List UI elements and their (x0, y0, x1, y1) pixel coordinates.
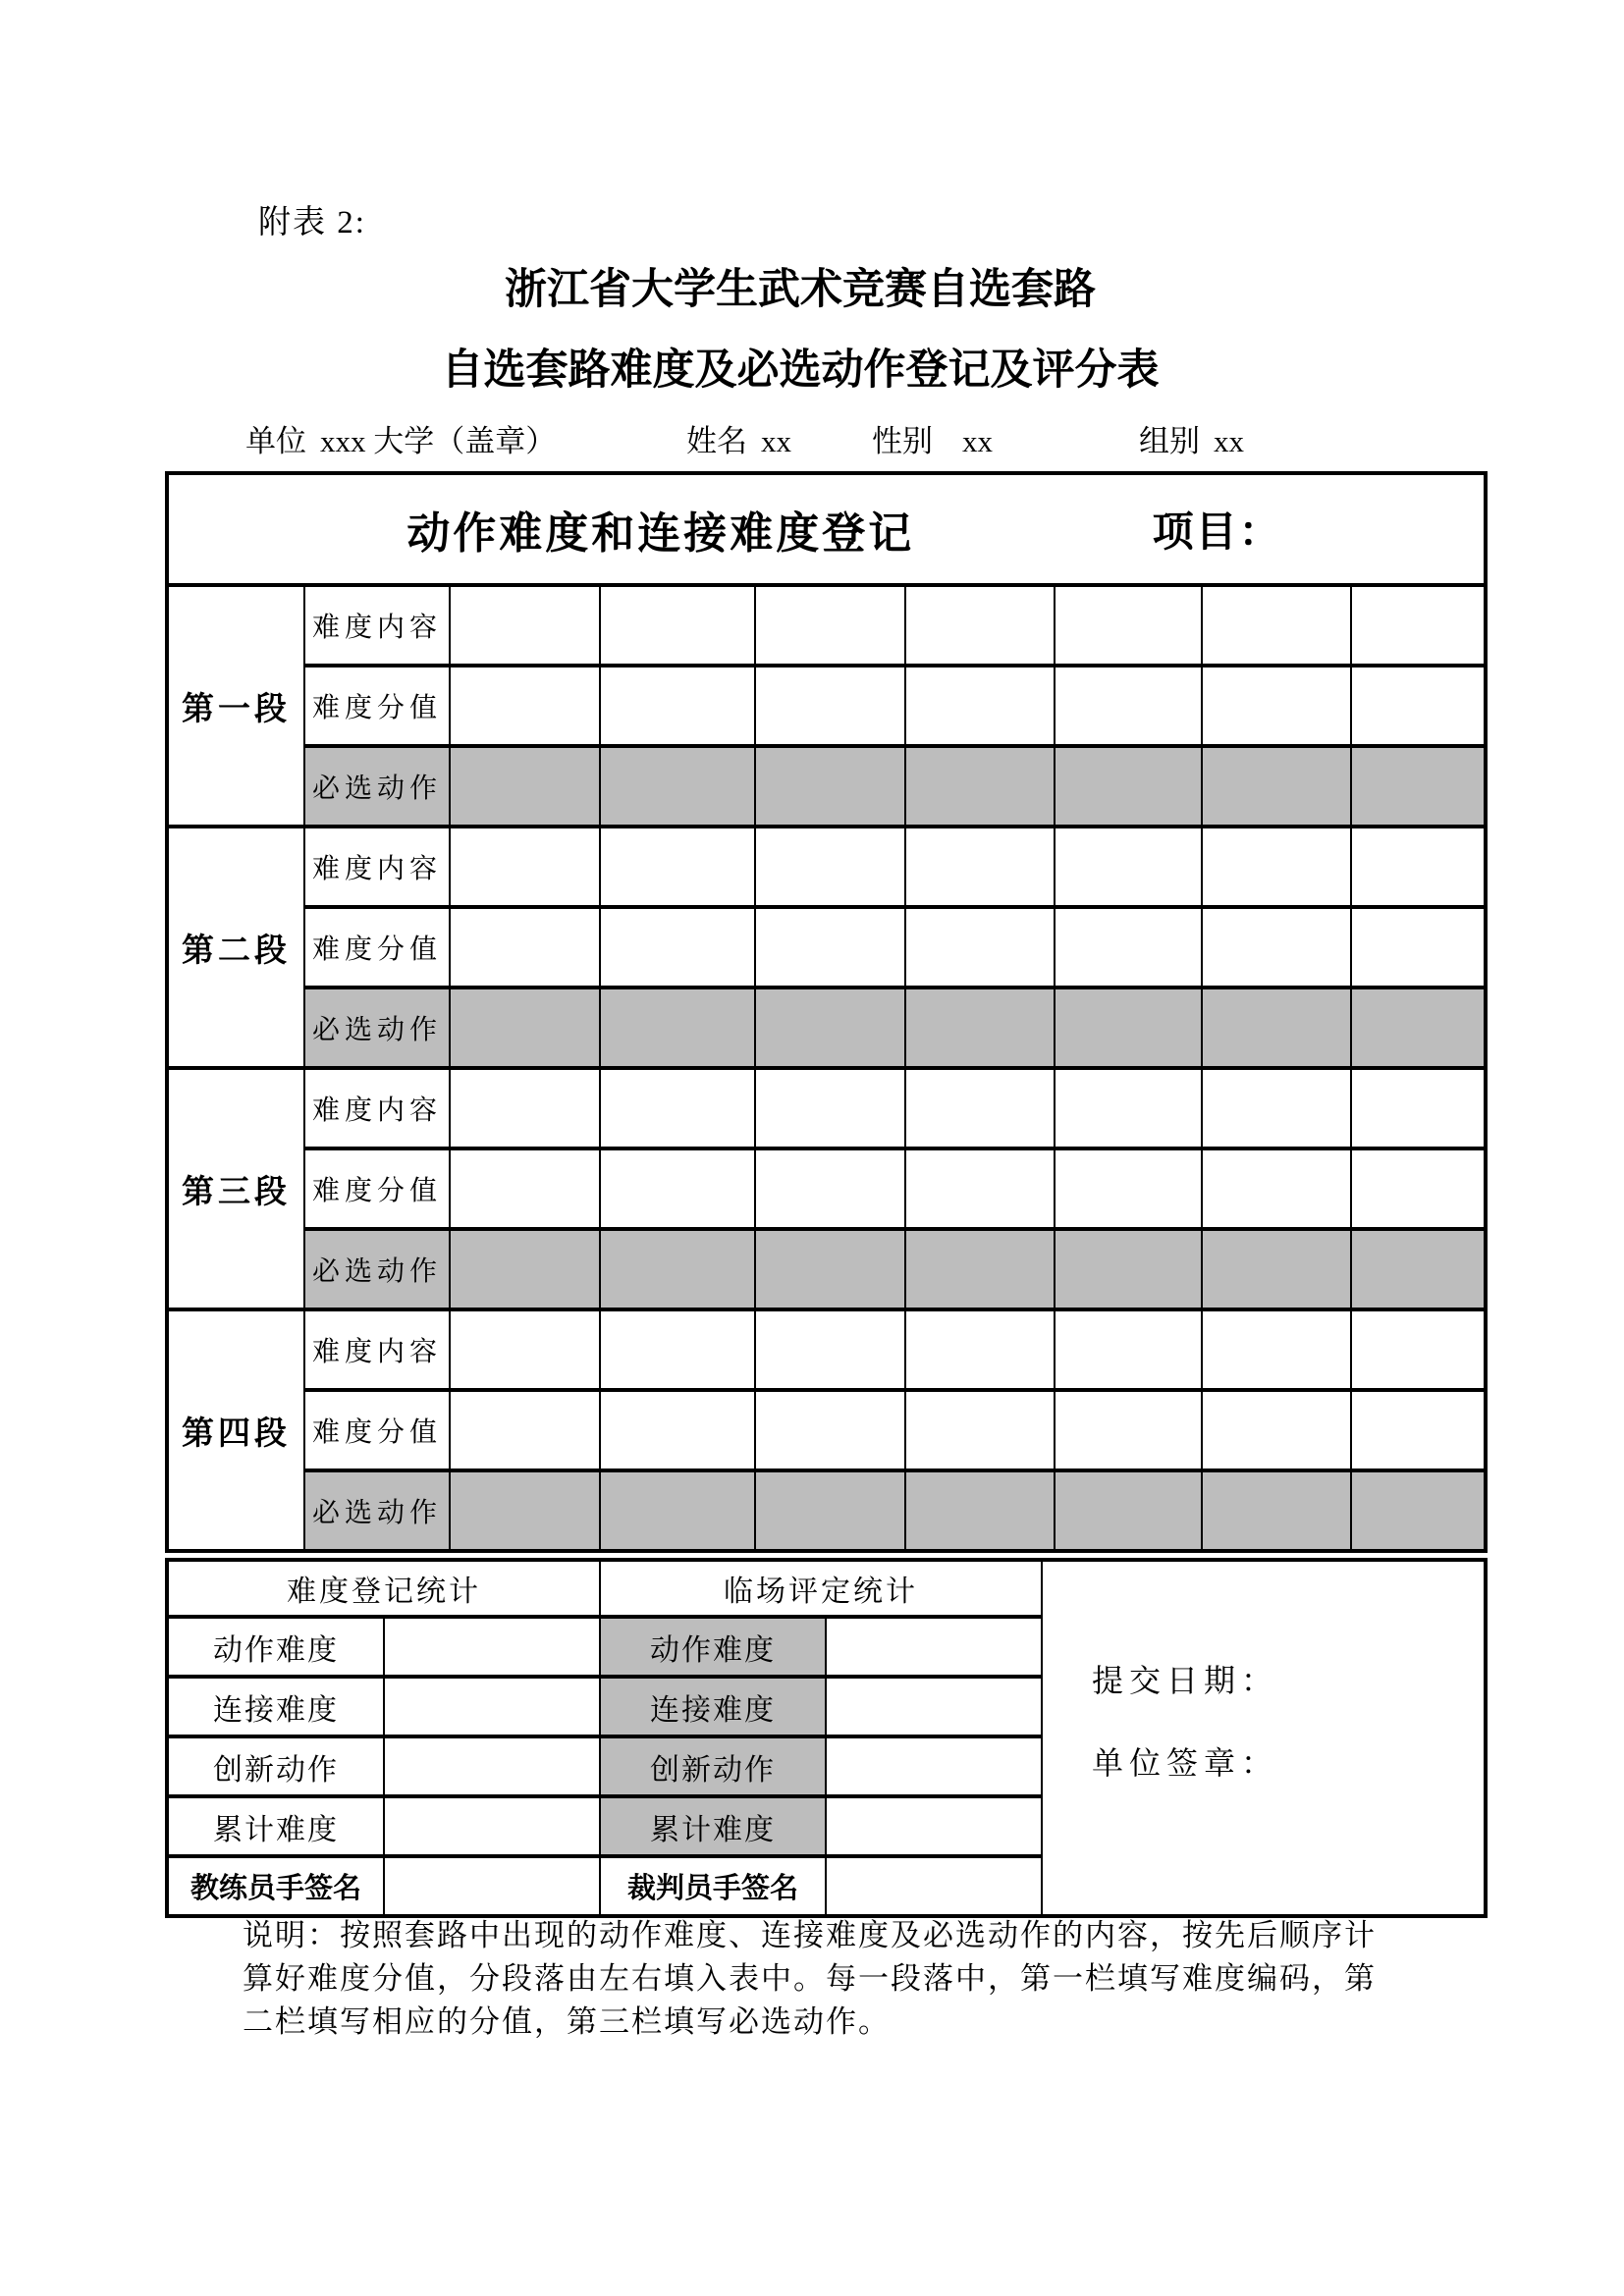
data-cell (905, 585, 1055, 666)
data-cell-shaded (600, 1229, 755, 1309)
data-cell (600, 585, 755, 666)
data-cell-shaded (1055, 1229, 1202, 1309)
data-cell (905, 907, 1055, 988)
instructions-note (243, 1914, 1431, 2044)
gender-value: xx (962, 424, 993, 458)
coach-signature-label: 教练员手签名 (167, 1856, 384, 1916)
data-cell-shaded (450, 988, 600, 1068)
data-cell (755, 1148, 905, 1229)
stat-label-right: 累计难度 (600, 1796, 826, 1856)
data-cell (1202, 827, 1351, 907)
stat-value-cell (826, 1736, 1042, 1796)
data-cell-shaded (1351, 1470, 1486, 1551)
registration-stats-header: 难度登记统计 (167, 1560, 600, 1617)
info-bar (0, 416, 1624, 459)
data-cell (600, 1068, 755, 1148)
form-subtitle: 自选套路难度及必选动作登记及评分表 (441, 347, 1160, 394)
data-cell-shaded (1202, 1229, 1351, 1309)
stat-value-cell (384, 1856, 600, 1916)
data-cell-shaded (1351, 1229, 1486, 1309)
data-cell (905, 1148, 1055, 1229)
section-4-content-row (167, 1309, 1486, 1390)
data-cell-shaded (905, 988, 1055, 1068)
name-field (686, 416, 791, 460)
data-cell (1202, 1390, 1351, 1470)
data-cell (450, 827, 600, 907)
section-2-score-row (167, 907, 1486, 988)
data-cell (1351, 1309, 1486, 1390)
data-cell-shaded (1351, 988, 1486, 1068)
stat-label-left: 动作难度 (167, 1617, 384, 1677)
stat-value-cell (826, 1617, 1042, 1677)
data-cell (1055, 1309, 1202, 1390)
gender-label: 性别 (872, 424, 933, 458)
gender-field (872, 416, 993, 460)
data-cell (755, 1390, 905, 1470)
stat-value-cell (826, 1796, 1042, 1856)
data-cell (905, 1390, 1055, 1470)
data-cell (1202, 666, 1351, 746)
data-cell-shaded (600, 1470, 755, 1551)
data-cell (1202, 1068, 1351, 1148)
difficulty-score-label: 难度分值 (304, 1148, 450, 1229)
stat-label-right: 连接难度 (600, 1677, 826, 1736)
data-cell-shaded (905, 746, 1055, 827)
section-3-label: 第三段 (167, 1068, 304, 1309)
data-cell-shaded (1202, 988, 1351, 1068)
data-cell (1055, 585, 1202, 666)
section-2-content-row (167, 827, 1486, 907)
unit-value: xxx 大学（盖章） (320, 424, 557, 458)
data-cell (1055, 666, 1202, 746)
section-3-required-row (167, 1229, 1486, 1309)
difficulty-content-label: 难度内容 (304, 585, 450, 666)
section-2-label: 第二段 (167, 827, 304, 1068)
note-line-3: 二栏填写相应的分值，第三栏填写必选动作。 (243, 2004, 891, 2039)
section-1-required-row (167, 746, 1486, 827)
referee-signature-label: 裁判员手签名 (600, 1856, 826, 1916)
stat-label-left: 创新动作 (167, 1736, 384, 1796)
data-cell (450, 1390, 600, 1470)
note-line-1: 说明：按照套路中出现的动作难度、连接难度及必选动作的内容，按先后顺序计 (243, 1918, 1377, 1952)
data-cell (1202, 907, 1351, 988)
data-cell (1351, 1390, 1486, 1470)
group-value: xx (1214, 424, 1244, 458)
data-cell (755, 585, 905, 666)
unit-label: 单位 (245, 424, 306, 458)
data-cell-shaded (1055, 746, 1202, 827)
data-cell (600, 1148, 755, 1229)
submit-date-label: 提交日期： (1092, 1663, 1279, 1698)
data-cell (1351, 1148, 1486, 1229)
data-cell (600, 1309, 755, 1390)
data-cell-shaded (1055, 988, 1202, 1068)
data-cell (1202, 585, 1351, 666)
data-cell (905, 666, 1055, 746)
difficulty-score-label: 难度分值 (304, 1390, 450, 1470)
section-4-score-row (167, 1390, 1486, 1470)
signature-area (1042, 1560, 1486, 1916)
section-3-content-row (167, 1068, 1486, 1148)
name-value: xx (761, 424, 791, 458)
data-cell (1351, 1068, 1486, 1148)
data-cell (450, 585, 600, 666)
data-cell (905, 1309, 1055, 1390)
section-1-score-row (167, 666, 1486, 746)
data-cell (755, 1068, 905, 1148)
section-4-label: 第四段 (167, 1309, 304, 1551)
data-cell-shaded (450, 1470, 600, 1551)
data-cell (1202, 1148, 1351, 1229)
data-cell (1351, 585, 1486, 666)
statistics-table (165, 1558, 1488, 1918)
data-cell (450, 1309, 600, 1390)
data-cell (905, 827, 1055, 907)
data-cell (755, 907, 905, 988)
difficulty-content-label: 难度内容 (304, 1309, 450, 1390)
data-cell (600, 1390, 755, 1470)
section-4-required-row (167, 1470, 1486, 1551)
data-cell (905, 1068, 1055, 1148)
data-cell (1351, 666, 1486, 746)
difficulty-score-label: 难度分值 (304, 907, 450, 988)
data-cell (755, 827, 905, 907)
data-cell (1202, 1309, 1351, 1390)
data-cell-shaded (905, 1470, 1055, 1551)
section-2-required-row (167, 988, 1486, 1068)
data-cell-shaded (1202, 1470, 1351, 1551)
stat-label-right: 创新动作 (600, 1736, 826, 1796)
stat-value-cell (826, 1677, 1042, 1736)
stat-label-left: 累计难度 (167, 1796, 384, 1856)
data-cell (755, 1309, 905, 1390)
note-line-2: 算好难度分值，分段落由左右填入表中。每一段落中，第一栏填写难度编码，第 (243, 1961, 1377, 1996)
data-cell-shaded (755, 988, 905, 1068)
data-cell-shaded (755, 1229, 905, 1309)
section-1-label: 第一段 (167, 585, 304, 827)
stat-value-cell (384, 1617, 600, 1677)
data-cell (1055, 1148, 1202, 1229)
stat-label-left: 连接难度 (167, 1677, 384, 1736)
section-3-score-row (167, 1148, 1486, 1229)
required-action-label: 必选动作 (304, 988, 450, 1068)
difficulty-content-label: 难度内容 (304, 1068, 450, 1148)
data-cell (1055, 1068, 1202, 1148)
data-cell (450, 666, 600, 746)
data-cell (450, 1068, 600, 1148)
data-cell (1351, 827, 1486, 907)
table-header-row (167, 473, 1486, 585)
data-cell (600, 666, 755, 746)
data-cell (1055, 827, 1202, 907)
group-label: 组别 (1139, 424, 1200, 458)
section-1-content-row (167, 585, 1486, 666)
data-cell-shaded (905, 1229, 1055, 1309)
data-cell (600, 827, 755, 907)
stat-value-cell (384, 1796, 600, 1856)
difficulty-registration-table (165, 471, 1488, 1553)
unit-seal-label: 单位签章： (1092, 1745, 1279, 1781)
unit-field (245, 416, 556, 460)
table-header-cell (167, 473, 1486, 585)
data-cell (1055, 907, 1202, 988)
data-cell (600, 907, 755, 988)
onsite-stats-header: 临场评定统计 (600, 1560, 1042, 1617)
stat-label-right: 动作难度 (600, 1617, 826, 1677)
group-field (1139, 416, 1244, 460)
data-cell (755, 666, 905, 746)
form-title: 浙江省大学生武术竞赛自选套路 (505, 266, 1096, 313)
stat-value-cell (384, 1736, 600, 1796)
stat-value-cell (384, 1677, 600, 1736)
data-cell-shaded (450, 1229, 600, 1309)
data-cell-shaded (1351, 746, 1486, 827)
data-cell-shaded (450, 746, 600, 827)
difficulty-content-label: 难度内容 (304, 827, 450, 907)
difficulty-score-label: 难度分值 (304, 666, 450, 746)
data-cell-shaded (600, 746, 755, 827)
required-action-label: 必选动作 (304, 1470, 450, 1551)
name-label: 姓名 (686, 424, 747, 458)
project-label: 项目： (1152, 510, 1282, 556)
appendix-label: 附表 2: (258, 205, 366, 240)
data-cell-shaded (755, 746, 905, 827)
data-cell (1351, 907, 1486, 988)
stat-value-cell (826, 1856, 1042, 1916)
data-cell (450, 907, 600, 988)
data-cell-shaded (1202, 746, 1351, 827)
data-cell (1055, 1390, 1202, 1470)
data-cell (450, 1148, 600, 1229)
data-cell-shaded (600, 988, 755, 1068)
required-action-label: 必选动作 (304, 1229, 450, 1309)
required-action-label: 必选动作 (304, 746, 450, 827)
data-cell-shaded (755, 1470, 905, 1551)
data-cell-shaded (1055, 1470, 1202, 1551)
stats-header-row (167, 1560, 1486, 1617)
registration-header: 动作难度和连接难度登记 (406, 509, 915, 558)
